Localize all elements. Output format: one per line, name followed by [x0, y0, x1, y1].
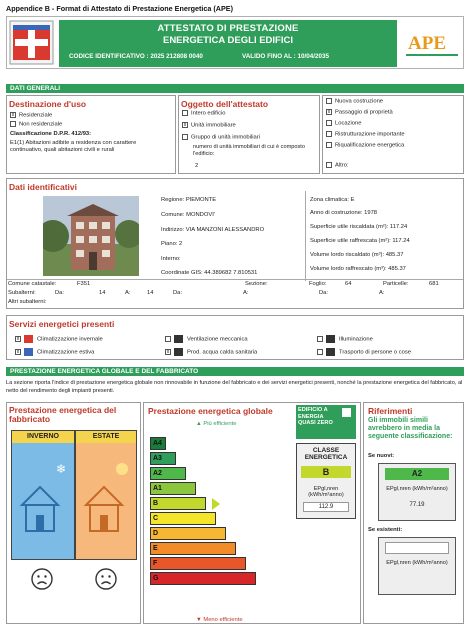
appendix-title: Appendice B - Format di Attestato di Prestazione Energetica (APE) — [6, 4, 233, 13]
nuovi-label: Se nuovi: — [368, 453, 395, 459]
header-title-2: ENERGETICA DEGLI EDIFICI — [162, 35, 294, 46]
current-class-marker — [212, 498, 220, 510]
interno: Interno: — [161, 256, 181, 262]
nuovi-ep-value: 77.19 — [409, 502, 425, 508]
nuova-checkbox[interactable] — [326, 98, 332, 104]
classe-box — [296, 443, 356, 519]
numero-unita-value: 2 — [195, 163, 199, 169]
riqualificazione-checkbox[interactable] — [326, 142, 332, 148]
elevator-icon — [326, 348, 335, 356]
nzeb-checkbox[interactable] — [342, 408, 351, 417]
sub-da-label: Da: — [55, 290, 65, 296]
esistenti-label: Se esistenti: — [368, 527, 403, 533]
fabbricato-title: Prestazione energetica del fabbricato — [9, 405, 117, 424]
regione: Regione: PIEMONTE — [161, 197, 217, 203]
indirizzo: Indirizzo: VIA MANZONI ALESSANDRO — [161, 227, 265, 233]
estate-label: ESTATE — [76, 431, 136, 443]
destinazione-box: Destinazione d'uso x Residenziale Non residenziale Classificazione D.P.R. 412/93: E1(1) Abitazioni adibite a residenza con carattere continuativo, quali abitazioni civili e rurali — [6, 95, 176, 174]
esistenti-ep-label: EPgl,nren (kWh/m²anno) — [386, 560, 448, 566]
passaggio-checkbox[interactable]: x — [327, 109, 331, 115]
sub-da-value: 14 — [99, 290, 106, 296]
arrow-down-icon: ▼ — [196, 617, 204, 623]
superficie-riscaldata: Superficie utile riscaldata (m²): 117.24 — [310, 224, 408, 230]
vent-checkbox[interactable] — [165, 336, 171, 342]
subalterni-label: Subalterni: — [8, 290, 36, 296]
building-photo — [43, 196, 139, 276]
class-scale — [150, 437, 300, 587]
particelle-value: 681 — [429, 281, 439, 287]
comune-catastale-label: Comune catastale: — [8, 281, 57, 287]
servizi-title: Servizi energetici presenti — [9, 319, 115, 329]
globale-box — [143, 402, 361, 624]
radiator-icon — [24, 335, 33, 343]
class-b-arrow: B — [150, 497, 206, 510]
header — [6, 16, 464, 69]
da-label-3: Da: — [319, 290, 329, 296]
ep-value: 112.9 — [303, 502, 349, 512]
unita-checkbox[interactable]: x — [183, 122, 187, 128]
zona-climatica: Zona climatica: E — [310, 197, 355, 203]
locazione-checkbox[interactable] — [326, 120, 332, 126]
prestazione-bar: PRESTAZIONE ENERGETICA GLOBALE E DEL FABBRICATO — [6, 367, 464, 376]
superficie-raffrescata: Superficie utile raffrescata (m²): 117.24 — [310, 238, 410, 244]
comune-catastale-value: F351 — [77, 281, 91, 287]
numero-unita-label: numero di unità immobiliari di cui è composto l'edificio: — [193, 144, 305, 157]
a-label-2: A: — [243, 290, 249, 296]
servizi-box: Servizi energetici presenti x Climatizzazione invernale x Climatizzazione estiva Ventilazione meccanica x Prod. acqua calda sanitaria Illuminazione Trasporto di persone o cose — [6, 315, 464, 360]
comune: Comune: MONDOVI' — [161, 212, 215, 218]
anno-costruzione: Anno di costruzione: 1978 — [310, 210, 378, 216]
house-cold-icon — [12, 443, 74, 559]
esistenti-box — [378, 537, 456, 595]
oggetto-box: Oggetto dell'attestato Intero edificio x Unità immobiliare Gruppo di unità immobiliari numero di unità immobiliari di cui è composto l'edificio: 2 — [178, 95, 320, 174]
class-a1-arrow: A1 — [150, 482, 196, 495]
riferimenti-desc: Gli immobili simili avrebbero in media la seguente classificazione: — [368, 417, 453, 440]
residenziale-checkbox[interactable]: x — [11, 112, 15, 118]
ape-logo — [402, 25, 462, 65]
ep-label: EPgl,nren (kWh/m²anno) — [308, 486, 344, 498]
nuovi-class: A2 — [385, 468, 449, 480]
oggetto-title: Oggetto dell'attestato — [181, 99, 269, 109]
class-d-arrow: D — [150, 527, 226, 540]
intero-checkbox[interactable] — [182, 110, 188, 116]
class-a4-arrow: A4 — [150, 437, 166, 450]
volume-riscaldato: Volume lordo riscaldato (m³): 485.37 — [310, 252, 404, 258]
header-title-1: ATTESTATO DI PRESTAZIONE — [157, 23, 299, 34]
class-f-arrow: F — [150, 557, 246, 570]
est-checkbox[interactable]: x — [16, 349, 20, 355]
tras-checkbox[interactable] — [317, 349, 323, 355]
meno-efficiente-label: ▼ Meno efficiente — [196, 617, 243, 623]
class-a3-arrow: A3 — [150, 452, 176, 465]
snowflake-icon — [24, 348, 33, 356]
class-e-arrow: E — [150, 542, 236, 555]
riferimenti-title: Riferimenti — [368, 406, 413, 416]
globale-title: Prestazione energetica globale — [148, 406, 273, 416]
ristrutturazione-checkbox[interactable] — [326, 131, 332, 137]
non-residenziale-checkbox[interactable] — [10, 121, 16, 127]
riferimenti-box — [363, 402, 464, 624]
validity-date: VALIDO FINO AL : 10/04/2035 — [242, 53, 330, 60]
volume-raffrescato: Volume lordo raffrescato (m³): 485.37 — [310, 266, 406, 272]
arrow-up-icon: ▲ — [196, 421, 204, 427]
sub-a-label: A: — [125, 290, 131, 296]
classe-label: CLASSE ENERGETICA — [304, 447, 348, 461]
classe-value: B — [301, 466, 351, 478]
bulb-icon — [326, 335, 335, 343]
inv-checkbox[interactable]: x — [16, 336, 20, 342]
nzeb-box — [296, 405, 356, 439]
ape-logo-text: APE — [408, 33, 446, 54]
classificazione-label: Classificazione D.P.R. 412/93: — [10, 131, 92, 137]
identificativi-title: Dati identificativi — [9, 182, 78, 192]
esistenti-class — [385, 542, 449, 554]
motivazione-box: Nuova costruzione x Passaggio di proprietà Locazione Ristrutturazione importante Riqualificazione energetica Altro: — [322, 95, 464, 174]
piu-efficiente-label: ▲ Più efficiente — [196, 421, 237, 427]
foglio-value: 64 — [345, 281, 352, 287]
nzeb-label: EDIFICIO A ENERGIA QUASI ZERO — [298, 407, 333, 426]
nuovi-box — [378, 463, 456, 521]
tap-icon — [174, 348, 183, 356]
ill-checkbox[interactable] — [317, 336, 323, 342]
sub-a-value: 14 — [147, 290, 154, 296]
gruppo-checkbox[interactable] — [182, 134, 188, 140]
inverno-label: INVERNO — [12, 431, 74, 443]
foglio-label: Foglio: — [309, 281, 327, 287]
prestazione-desc: La sezione riporta l'indice di prestazione energetica globale non rinnovabile in funzione del fabbricato e dei servizi energetici presenti, nonché la prestazione energetica del fabbricato, al netto del rendimento degli impianti presenti. — [6, 380, 463, 394]
a-label-3: A: — [379, 290, 385, 296]
classificazione-desc: E1(1) Abitazioni adibite a residenza con carattere continuativo, quali abitazioni civili e rurali — [10, 140, 137, 153]
da-label-2: Da: — [173, 290, 183, 296]
class-a2-arrow: A2 — [150, 467, 186, 480]
acs-checkbox[interactable]: x — [166, 349, 170, 355]
class-g-arrow: G — [150, 572, 256, 585]
altro-checkbox[interactable] — [326, 162, 332, 168]
identificativi-box — [6, 178, 464, 309]
house-hot-icon — [76, 443, 136, 559]
nuovi-ep-label: EPgl,nren (kWh/m²anno) — [386, 486, 448, 492]
sad-face-winter-icon — [31, 568, 53, 590]
header-band — [59, 20, 397, 67]
altri-subalterni-label: Altri subalterni: — [8, 299, 47, 305]
sezione-label: Sezione: — [245, 281, 268, 287]
fabbricato-box — [6, 402, 141, 624]
inverno-panel — [11, 430, 75, 560]
coordinate: Coordinate GIS: 44.389682 7.810531 — [161, 270, 258, 276]
class-c-arrow: C — [150, 512, 216, 525]
sad-face-summer-icon — [95, 568, 117, 590]
fan-icon — [174, 335, 183, 343]
id-code: CODICE IDENTIFICATIVO : 2025 212808 0040 — [69, 53, 203, 60]
piemonte-crest-icon — [9, 19, 54, 66]
piano: Piano: 2 — [161, 241, 183, 247]
particelle-label: Particelle: — [383, 281, 409, 287]
svg-text:❄: ❄ — [56, 462, 67, 476]
dati-generali-bar: DATI GENERALI — [6, 84, 464, 93]
destinazione-title: Destinazione d'uso — [9, 99, 87, 109]
estate-panel — [75, 430, 137, 560]
